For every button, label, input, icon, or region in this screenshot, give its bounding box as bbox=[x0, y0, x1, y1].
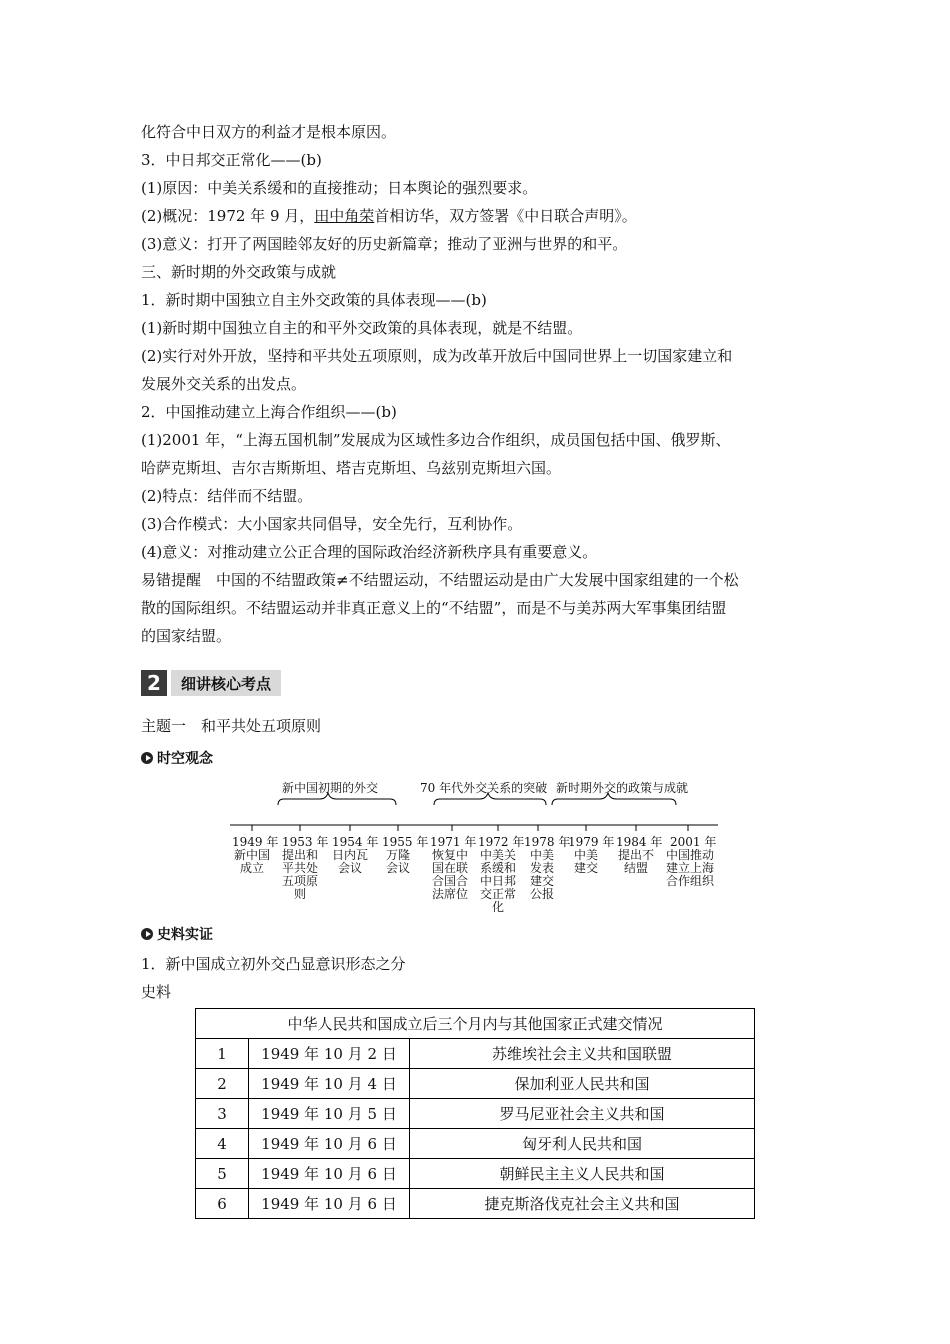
row-index: 6 bbox=[196, 1189, 249, 1219]
table-row bbox=[196, 1069, 755, 1099]
paragraph-line: 哈萨克斯坦、吉尔吉斯斯坦、塔吉克斯坦、乌兹别克斯坦六国。 bbox=[141, 459, 562, 477]
table-title: 中华人民共和国成立后三个月内与其他国家正式建交情况 bbox=[196, 1009, 755, 1039]
row-index: 2 bbox=[196, 1069, 249, 1099]
timeline-event: 中国推动 建立上海 合作组织 bbox=[665, 848, 714, 888]
timeline-diagram bbox=[230, 775, 730, 915]
timeline-event: 提出和 平共处 五项原 则 bbox=[281, 848, 318, 901]
row-date: 1949 年 10 月 5 日 bbox=[249, 1099, 410, 1129]
paragraph-line: 易错提醒 中国的不结盟政策≠不结盟运动，不结盟运动是由广大发展中国家组建的一个松 bbox=[141, 571, 739, 589]
row-country: 朝鲜民主主义人民共和国 bbox=[410, 1159, 755, 1189]
row-index: 3 bbox=[196, 1099, 249, 1129]
subheading-time-space bbox=[141, 748, 213, 768]
row-date: 1949 年 10 月 2 日 bbox=[249, 1039, 410, 1069]
subheading-label: 史料实证 bbox=[157, 927, 213, 943]
timeline-year: 1972 年 bbox=[478, 835, 525, 849]
timeline-event: 提出不 结盟 bbox=[617, 848, 654, 875]
row-date: 1949 年 10 月 6 日 bbox=[249, 1159, 410, 1189]
table-row bbox=[196, 1039, 755, 1069]
timeline-year: 1954 年 bbox=[332, 835, 379, 849]
section-number: 2 bbox=[141, 670, 167, 696]
timeline-year: 2001 年 bbox=[670, 835, 717, 849]
timeline-event: 恢复中 国在联 合国合 法席位 bbox=[431, 848, 468, 901]
paragraph-line: 的国家结盟。 bbox=[141, 627, 232, 645]
row-date: 1949 年 10 月 4 日 bbox=[249, 1069, 410, 1099]
table-row bbox=[196, 1129, 755, 1159]
timeline-event: 日内瓦 会议 bbox=[331, 848, 368, 875]
paragraph-line: (4)意义：对推动建立公正合理的国际政治经济新秩序具有重要意义。 bbox=[141, 543, 598, 561]
diplomatic-relations-table bbox=[195, 1008, 755, 1219]
source-label: 史料 bbox=[141, 983, 172, 1001]
topic-title: 主题一 和平共处五项原则 bbox=[141, 717, 322, 735]
table-row bbox=[196, 1159, 755, 1189]
row-index: 4 bbox=[196, 1129, 249, 1159]
timeline-event: 中美 发表 建交 公报 bbox=[529, 848, 554, 901]
overview-line bbox=[141, 206, 637, 226]
timeline-year: 1971 年 bbox=[430, 835, 477, 849]
timeline-year: 1978 年 bbox=[524, 835, 571, 849]
paragraph-line: (3)合作模式：大小国家共同倡导，安全先行，互利协作。 bbox=[141, 515, 523, 533]
paragraph-line: (3)意义：打开了两国睦邻友好的历史新篇章；推动了亚洲与世界的和平。 bbox=[141, 235, 628, 253]
play-circle-icon bbox=[141, 928, 153, 940]
timeline-year: 1955 年 bbox=[382, 835, 429, 849]
paragraph-line: (1)原因：中美关系缓和的直接推动；日本舆论的强烈要求。 bbox=[141, 179, 538, 197]
paragraph-line: 散的国际组织。不结盟运动并非真正意义上的“不结盟”，而是不与美苏两大军事集团结盟 bbox=[141, 599, 727, 617]
paragraph-line: (2)实行对外开放，坚持和平共处五项原则，成为改革开放后中国同世界上一切国家建立和 bbox=[141, 347, 733, 365]
row-index: 1 bbox=[196, 1039, 249, 1069]
row-country: 罗马尼亚社会主义共和国 bbox=[410, 1099, 755, 1129]
paragraph-line: (1)2001 年，“上海五国机制”发展成为区域性多边合作组织，成员国包括中国、俄罗斯、 bbox=[141, 431, 731, 449]
row-country: 匈牙利人民共和国 bbox=[410, 1129, 755, 1159]
paragraph-line: (1)新时期中国独立自主的和平外交政策的具体表现，就是不结盟。 bbox=[141, 319, 583, 337]
section-heading: 三、新时期的外交政策与成就 bbox=[141, 263, 337, 281]
timeline-event: 万隆 会议 bbox=[385, 848, 410, 875]
row-index: 5 bbox=[196, 1159, 249, 1189]
paragraph-line: 3．中日邦交正常化——(b) bbox=[141, 151, 322, 169]
timeline-event: 中美关 系缓和 中日邦 交正常 化 bbox=[479, 848, 516, 914]
timeline-group-label: 70 年代外交关系的突破 bbox=[420, 781, 548, 795]
row-country: 苏维埃社会主义共和国联盟 bbox=[410, 1039, 755, 1069]
table-row bbox=[196, 1099, 755, 1129]
section-banner bbox=[141, 670, 281, 696]
paragraph-line: 化符合中日双方的利益才是根本原因。 bbox=[141, 123, 397, 141]
underlined-name: 田中角荣 bbox=[314, 207, 375, 225]
table-row bbox=[196, 1189, 755, 1219]
timeline-group-label: 新中国初期的外交 bbox=[282, 781, 379, 795]
paragraph-line: (2)特点：结伴而不结盟。 bbox=[141, 487, 313, 505]
play-circle-icon bbox=[141, 752, 153, 764]
subheading-label: 时空观念 bbox=[157, 751, 213, 767]
section-title: 细讲核心考点 bbox=[171, 670, 281, 696]
timeline-event: 中美 建交 bbox=[573, 848, 598, 875]
timeline-year: 1949 年 bbox=[232, 835, 279, 849]
row-country: 捷克斯洛伐克社会主义共和国 bbox=[410, 1189, 755, 1219]
timeline-group-label: 新时期外交的政策与成就 bbox=[556, 781, 689, 795]
overview-prefix: (2)概况：1972 年 9 月， bbox=[141, 207, 315, 225]
overview-suffix: 首相访华，双方签署《中日联合声明》。 bbox=[374, 207, 637, 225]
subheading-evidence bbox=[141, 924, 213, 944]
timeline-event: 新中国 成立 bbox=[233, 848, 270, 875]
point-heading: 1．新中国成立初外交凸显意识形态之分 bbox=[141, 955, 406, 973]
row-date: 1949 年 10 月 6 日 bbox=[249, 1129, 410, 1159]
paragraph-line: 2．中国推动建立上海合作组织——(b) bbox=[141, 403, 397, 421]
paragraph-line: 1．新时期中国独立自主外交政策的具体表现——(b) bbox=[141, 291, 487, 309]
row-country: 保加利亚人民共和国 bbox=[410, 1069, 755, 1099]
timeline-year: 1979 年 bbox=[568, 835, 615, 849]
paragraph-line: 发展外交关系的出发点。 bbox=[141, 375, 307, 393]
timeline-year: 1984 年 bbox=[616, 835, 663, 849]
timeline-year: 1953 年 bbox=[282, 835, 329, 849]
row-date: 1949 年 10 月 6 日 bbox=[249, 1189, 410, 1219]
timeline-ticks bbox=[252, 825, 688, 831]
